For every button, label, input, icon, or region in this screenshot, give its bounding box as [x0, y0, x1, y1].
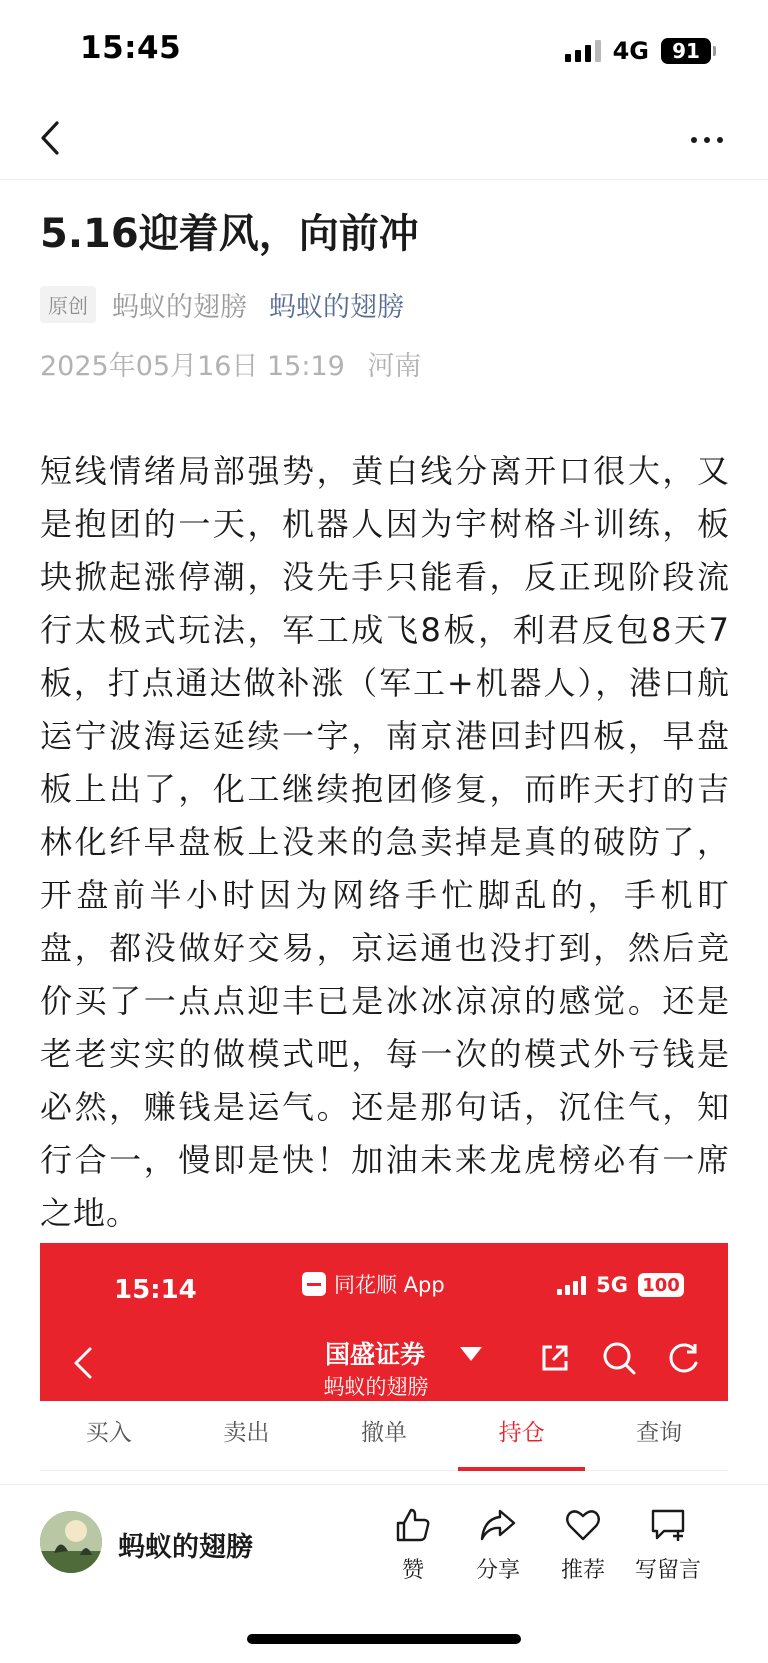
heart-icon: [563, 1505, 603, 1545]
embedded-app-label: [302, 1269, 445, 1299]
status-bar: [0, 0, 768, 100]
embedded-broker: 国盛证券: [324, 1340, 425, 1369]
embedded-back-icon: [68, 1343, 98, 1383]
account-link[interactable]: 蚂蚁的翅膀: [269, 291, 404, 323]
embedded-battery: 100: [638, 1273, 684, 1297]
chevron-left-icon: [39, 120, 61, 156]
recommend-button[interactable]: [540, 1505, 626, 1584]
embedded-screenshot[interactable]: [40, 1243, 728, 1480]
external-link-icon: [536, 1339, 574, 1377]
battery-level: 91: [661, 38, 711, 64]
share-button[interactable]: [455, 1505, 541, 1584]
publish-location: 河南: [367, 351, 422, 382]
embedded-header: [40, 1243, 728, 1401]
article-title: 5.16迎着风，向前冲: [40, 211, 419, 257]
like-label: 赞: [401, 1558, 424, 1583]
embedded-toolbar: [536, 1339, 702, 1377]
original-badge: 原创: [40, 286, 96, 323]
tab-buy: 买入: [85, 1420, 132, 1446]
avatar[interactable]: [40, 1511, 102, 1573]
thumbs-up-icon: [393, 1505, 433, 1545]
embedded-status: [557, 1273, 684, 1297]
like-button[interactable]: [370, 1505, 456, 1584]
embedded-tabs: [40, 1401, 728, 1471]
embedded-network: 5G: [596, 1273, 628, 1297]
tab-cancel-order: 撤单: [360, 1420, 407, 1446]
embedded-signal-icon: [557, 1275, 586, 1295]
author-name: 蚂蚁的翅膀: [112, 291, 247, 323]
comment-button[interactable]: [625, 1505, 711, 1584]
more-dots-icon: [691, 137, 697, 143]
bottom-action-bar: [0, 1484, 768, 1594]
share-icon: [478, 1505, 518, 1545]
comment-icon: [648, 1505, 688, 1545]
search-icon: [600, 1339, 638, 1377]
embedded-app-name: 同花顺 App: [334, 1273, 445, 1297]
tab-query: 查询: [636, 1420, 683, 1446]
publish-datetime: 2025年05月16日 15:19: [40, 351, 345, 382]
article-date-row: [40, 344, 421, 383]
network-label: 4G: [612, 37, 649, 65]
comment-label: 写留言: [634, 1558, 701, 1583]
back-button[interactable]: [28, 116, 72, 160]
tab-positions: 持仓: [453, 1401, 591, 1470]
refresh-icon: [664, 1339, 702, 1377]
status-time: 15:45: [80, 30, 182, 66]
dropdown-caret-icon: [460, 1347, 482, 1361]
recommend-label: 推荐: [560, 1558, 605, 1583]
article-meta: [40, 284, 404, 324]
article-body: 短线情绪局部强势，黄白线分离开口很大，又是抱团的一天，机器人因为宇树格斗训练，板块掀起涨停潮，没先手只能看，反正现阶段流行太极式玩法，军工成飞8板，利君反包8天7板，打点通达做补涨（军工+机器人），港口航运宁波海运延续一字，南京港回封四板，早盘板上出了，化工继续抱团修复，而昨天打的吉林化纤早盘板上没来的急卖掉是真的破防了，开盘前半小时因为网络手忙脚乱的，手机盯盘，都没做好交易，京运通也没打到，然后竞价买了一点点迎丰已是冰冰凉凉的感觉。还是老老实实的做模式吧，每一次的模式外亏钱是必然，赚钱是运气。还是那句话，沉住气，知行合一，慢即是快！加油未来龙虎榜必有一席之地。: [40, 452, 730, 1232]
tab-sell: 卖出: [223, 1420, 270, 1446]
status-indicators: [565, 36, 716, 66]
more-button[interactable]: [682, 118, 732, 162]
home-indicator[interactable]: [247, 1634, 521, 1644]
signal-icon: [565, 40, 601, 62]
nav-bar: [0, 100, 768, 180]
embedded-time: 15:14: [114, 1275, 197, 1305]
embedded-account: 蚂蚁的翅膀: [323, 1375, 429, 1399]
avatar-image: [40, 1511, 102, 1573]
share-label: 分享: [475, 1558, 520, 1583]
battery-icon: [661, 38, 716, 64]
app-logo-icon: [302, 1272, 326, 1296]
author-name-footer[interactable]: 蚂蚁的翅膀: [118, 1532, 253, 1563]
